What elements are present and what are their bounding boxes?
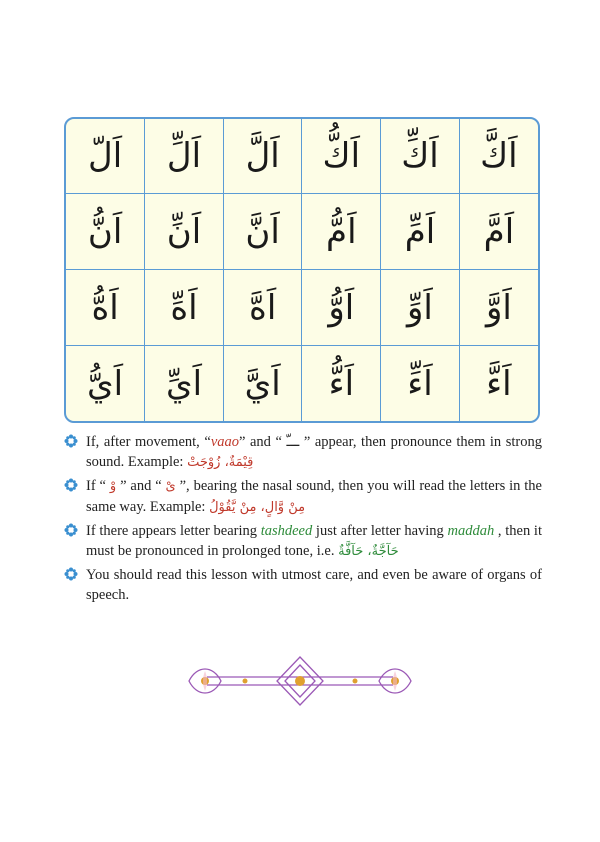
note-3-example: حَآجَّةٌ، حَآفَّةٌ <box>338 544 399 559</box>
note-2-text-b: ” and “ <box>116 478 166 494</box>
note-2 <box>64 476 542 518</box>
flower-bullet-icon <box>64 523 78 537</box>
letter-cell: اَيِّ <box>145 346 224 421</box>
letter-cell: اَنُّ <box>66 194 145 270</box>
note-3-text-b: just after letter having <box>312 523 448 539</box>
letter-cell: اَمِّ <box>381 194 460 270</box>
letter-cell: اَوَّ <box>459 270 538 346</box>
grid-row <box>66 346 538 421</box>
letter-cell: اَلِّ <box>145 119 224 194</box>
note-1-text-b: ” and “ ـــّ ” appear, then pronounce them in strong sound. Example: <box>86 434 542 470</box>
letter-cell: اَيُّ <box>66 346 145 421</box>
letter-cell: اَيَّ <box>223 346 302 421</box>
ornament-divider <box>185 655 415 707</box>
note-2-waw: وْ <box>109 479 117 494</box>
note-3-term-tashdeed: tashdeed <box>260 523 313 539</box>
note-2-text-a: If “ <box>86 478 110 494</box>
letter-cell: اَوُّ <box>302 270 381 346</box>
grid-row <box>66 270 538 346</box>
note-3 <box>64 521 542 562</box>
letter-cell: اَنِّ <box>145 194 224 270</box>
letter-cell: اَهُّ <box>66 270 145 346</box>
letter-cell: اَهِّ <box>145 270 224 346</box>
note-3-term-maddah: maddah <box>447 523 495 539</box>
letter-cell: اَكَّ <box>459 119 538 194</box>
note-2-example: مِنْ وَّالٍ، مِنْ يَّقُوْلُ <box>209 500 306 515</box>
notes-list <box>64 432 542 608</box>
grid-row <box>66 194 538 270</box>
letter-cell: اَكُّ <box>302 119 381 194</box>
letter-cell: اَمَّ <box>459 194 538 270</box>
grid-row <box>66 119 538 194</box>
letter-cell: اَءُّ <box>302 346 381 421</box>
note-2-ya: یْ <box>165 479 176 494</box>
note-1-example: قِيْمَةٌ، زُوْجَتْ <box>187 455 254 470</box>
letter-cell: اَنَّ <box>223 194 302 270</box>
letter-cell: اَلّ <box>66 119 145 194</box>
note-1 <box>64 432 542 473</box>
letter-cell: اَوِّ <box>381 270 460 346</box>
letter-cell: اَمُّ <box>302 194 381 270</box>
flower-bullet-icon <box>64 478 78 492</box>
letter-table <box>66 119 538 421</box>
note-4 <box>64 565 542 605</box>
flower-bullet-icon <box>64 567 78 581</box>
letter-cell: اَلَّ <box>223 119 302 194</box>
letter-cell: اَءِّ <box>381 346 460 421</box>
note-3-text-a: If there appears letter bearing <box>86 523 261 539</box>
note-4-text: You should read this lesson with utmost care, and even be aware of organs of speech. <box>86 567 542 603</box>
letter-grid <box>64 117 540 423</box>
note-3-text-c: , then it must be pronounced in prolonged tone, i.e. <box>86 523 542 559</box>
note-1-text-a: If, after movement, “ <box>86 434 211 450</box>
letter-cell: اَهَّ <box>223 270 302 346</box>
letter-cell: اَءَّ <box>459 346 538 421</box>
note-1-term: vaao <box>210 434 239 450</box>
note-2-text-c: ”, bearing the nasal sound, then you will read the letters in the same way. Example: <box>86 478 542 515</box>
flower-bullet-icon <box>64 434 78 448</box>
letter-cell: اَكِّ <box>381 119 460 194</box>
